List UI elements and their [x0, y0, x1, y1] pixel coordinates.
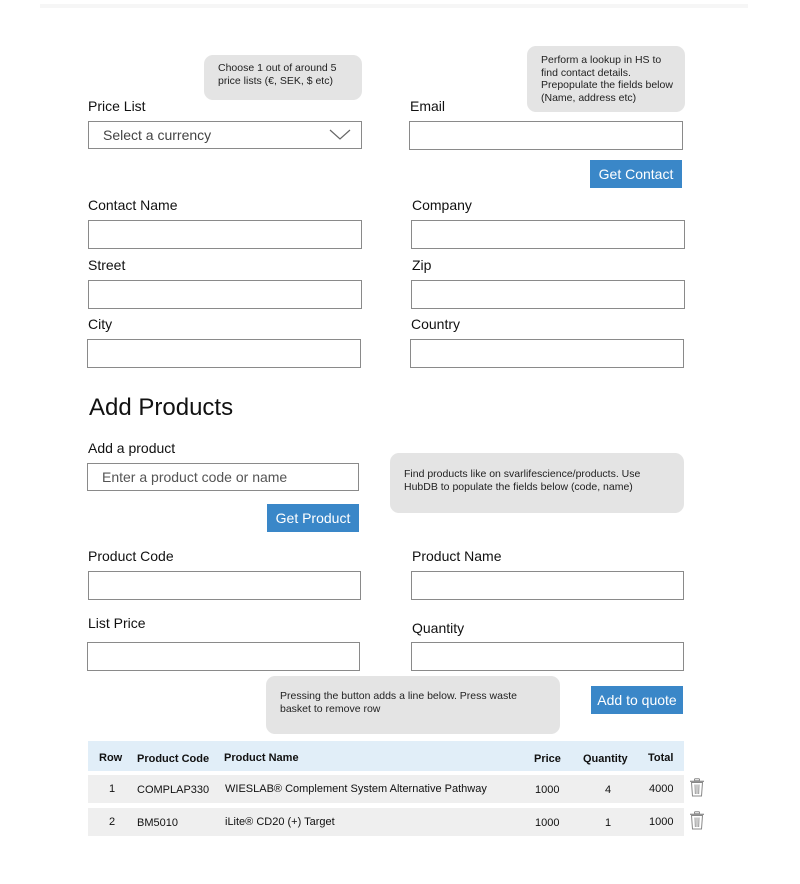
cell-quantity: 4: [605, 784, 612, 796]
product-code-input[interactable]: [88, 571, 361, 600]
product-code-label: Product Code: [88, 548, 174, 564]
note-product-lookup-text: Find products like on svarlifescience/products. Use HubDB to populate the fields below (code, name): [404, 468, 641, 493]
quantity-input[interactable]: [411, 642, 684, 671]
note-add-to-quote: [266, 676, 560, 734]
top-divider: [40, 4, 748, 8]
company-label: Company: [412, 197, 472, 213]
email-label: Email: [410, 98, 446, 114]
note-product-lookup: [390, 453, 684, 513]
trash-icon[interactable]: [689, 811, 705, 830]
th-row: Row: [99, 752, 123, 764]
cell-quantity: 1: [605, 817, 612, 829]
cell-total: 4000: [649, 783, 674, 795]
add-products-heading: Add Products: [89, 394, 234, 421]
note-email-lookup: [527, 46, 685, 112]
cell-row: 1: [109, 783, 116, 795]
cell-row: 2: [109, 816, 116, 828]
company-input[interactable]: [411, 220, 685, 249]
country-label: Country: [411, 316, 461, 332]
street-input[interactable]: [88, 280, 362, 309]
chevron-down-icon: [329, 129, 351, 141]
note-email-lookup-text: Perform a lookup in HS to find contact details. Prepopulate the fields below (Name, address etc): [541, 54, 673, 104]
list-price-input[interactable]: [87, 642, 360, 671]
street-label: Street: [88, 257, 126, 273]
list-price-label: List Price: [88, 615, 146, 631]
note-price-list: [204, 55, 362, 100]
th-product-code: Product Code: [137, 753, 210, 765]
city-label: City: [88, 316, 113, 332]
note-price-list-text: Choose 1 out of around 5 price lists (€, SEK, $ etc): [218, 62, 337, 87]
trash-icon[interactable]: [689, 778, 705, 797]
note-add-to-quote-text: Pressing the button adds a line below. Press waste basket to remove row: [280, 690, 517, 715]
currency-select[interactable]: [88, 121, 362, 149]
cell-price: 1000: [535, 784, 560, 796]
get-product-button[interactable]: Get Product: [267, 504, 359, 532]
th-total: Total: [648, 752, 674, 764]
email-input[interactable]: [409, 121, 683, 150]
cell-product-name: WIESLAB® Complement System Alternative Pathway: [225, 783, 487, 795]
currency-select-value: Select a currency: [103, 127, 212, 143]
price-list-label: Price List: [88, 98, 146, 114]
add-to-quote-button[interactable]: Add to quote: [591, 686, 683, 714]
zip-label: Zip: [412, 257, 432, 273]
cell-product-code: COMPLAP330: [137, 784, 210, 796]
contact-name-input[interactable]: [88, 220, 362, 249]
th-price: Price: [534, 753, 561, 765]
get-contact-button[interactable]: Get Contact: [590, 160, 682, 188]
city-input[interactable]: [87, 339, 361, 368]
product-name-input[interactable]: [411, 571, 684, 600]
cell-product-name: iLite® CD20 (+) Target: [225, 816, 335, 828]
cell-product-code: BM5010: [137, 817, 178, 829]
cell-total: 1000: [649, 816, 674, 828]
th-product-name: Product Name: [224, 752, 299, 764]
quantity-label: Quantity: [412, 620, 465, 636]
contact-name-label: Contact Name: [88, 197, 178, 213]
product-name-label: Product Name: [412, 548, 502, 564]
country-input[interactable]: [410, 339, 684, 368]
zip-input[interactable]: [411, 280, 685, 309]
product-search-input[interactable]: [87, 463, 359, 491]
th-quantity: Quantity: [583, 753, 628, 765]
add-product-label: Add a product: [88, 440, 176, 456]
cell-price: 1000: [535, 817, 560, 829]
